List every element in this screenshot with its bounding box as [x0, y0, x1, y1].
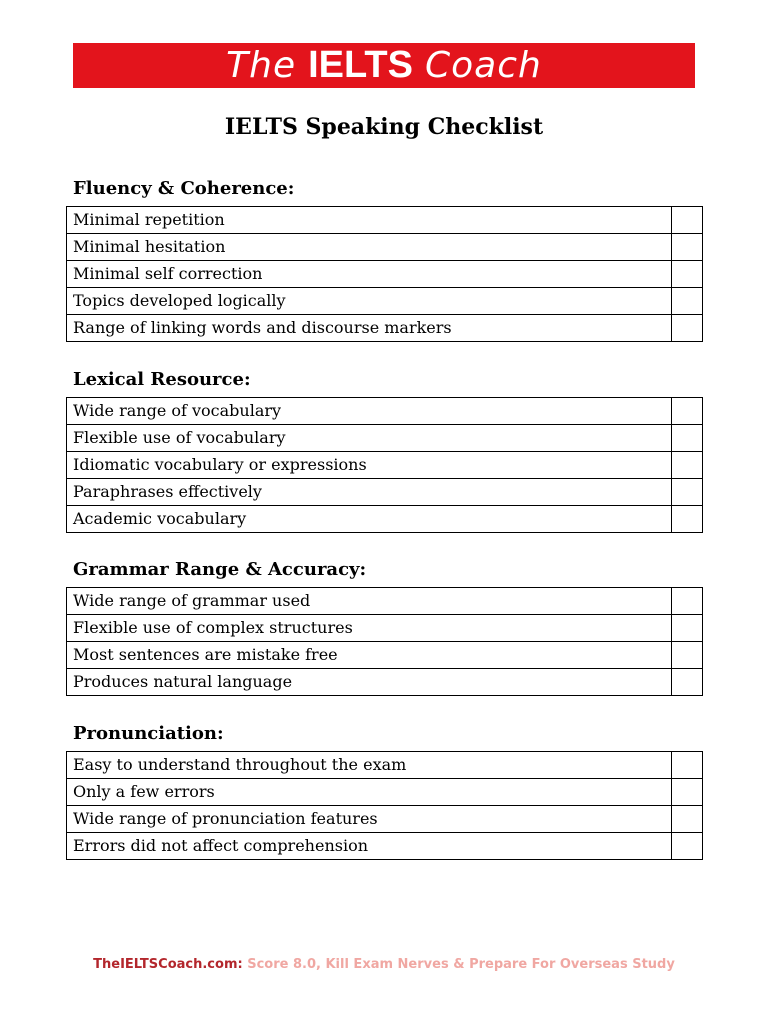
checklist-table	[66, 587, 703, 696]
section-heading: Grammar Range & Accuracy:	[73, 559, 367, 580]
checkbox-cell[interactable]	[672, 234, 703, 261]
table-row	[67, 261, 703, 288]
checkbox-cell[interactable]	[672, 615, 703, 642]
section-heading: Fluency & Coherence:	[73, 178, 295, 199]
checkbox-cell[interactable]	[672, 207, 703, 234]
checkbox-cell[interactable]	[672, 452, 703, 479]
table-row	[67, 779, 703, 806]
item-label: Only a few errors	[67, 779, 672, 806]
checkbox-cell[interactable]	[672, 398, 703, 425]
table-row	[67, 806, 703, 833]
checkbox-cell[interactable]	[672, 752, 703, 779]
item-label: Flexible use of complex structures	[67, 615, 672, 642]
checkbox-cell[interactable]	[672, 669, 703, 696]
section-grammar-range-accuracy	[66, 559, 703, 696]
checklist-table	[66, 751, 703, 860]
section-pronunciation	[66, 723, 703, 860]
item-label: Easy to understand throughout the exam	[67, 752, 672, 779]
checkbox-cell[interactable]	[672, 479, 703, 506]
table-row	[67, 642, 703, 669]
table-row	[67, 833, 703, 860]
checkbox-cell[interactable]	[672, 288, 703, 315]
item-label: Produces natural language	[67, 669, 672, 696]
item-label: Wide range of vocabulary	[67, 398, 672, 425]
table-row	[67, 669, 703, 696]
page-footer	[0, 957, 768, 972]
table-row	[67, 452, 703, 479]
checkbox-cell[interactable]	[672, 833, 703, 860]
table-row	[67, 588, 703, 615]
item-label: Minimal hesitation	[67, 234, 672, 261]
checkbox-cell[interactable]	[672, 779, 703, 806]
item-label: Paraphrases effectively	[67, 479, 672, 506]
banner-word-the: The	[226, 45, 297, 86]
table-row	[67, 479, 703, 506]
footer-tagline: Score 8.0, Kill Exam Nerves & Prepare For Overseas Study	[247, 957, 675, 972]
checkbox-cell[interactable]	[672, 261, 703, 288]
section-heading: Lexical Resource:	[73, 369, 251, 390]
checkbox-cell[interactable]	[672, 642, 703, 669]
item-label: Flexible use of vocabulary	[67, 425, 672, 452]
footer-brand-link[interactable]: TheIELTSCoach.com:	[93, 957, 243, 972]
item-label: Wide range of grammar used	[67, 588, 672, 615]
table-row	[67, 207, 703, 234]
page-title: IELTS Speaking Checklist	[224, 114, 544, 140]
checkbox-cell[interactable]	[672, 806, 703, 833]
checkbox-cell[interactable]	[672, 588, 703, 615]
checklist-table	[66, 397, 703, 533]
banner-word-ielts: IELTS	[308, 44, 413, 86]
section-lexical-resource	[66, 369, 703, 533]
table-row	[67, 425, 703, 452]
table-row	[67, 506, 703, 533]
table-row	[67, 752, 703, 779]
item-label: Idiomatic vocabulary or expressions	[67, 452, 672, 479]
item-label: Range of linking words and discourse markers	[67, 315, 672, 342]
item-label: Errors did not affect comprehension	[67, 833, 672, 860]
checkbox-cell[interactable]	[672, 425, 703, 452]
item-label: Topics developed logically	[67, 288, 672, 315]
item-label: Most sentences are mistake free	[67, 642, 672, 669]
item-label: Minimal repetition	[67, 207, 672, 234]
item-label: Minimal self correction	[67, 261, 672, 288]
brand-banner	[73, 43, 695, 88]
table-row	[67, 615, 703, 642]
section-fluency-coherence	[66, 178, 703, 342]
item-label: Academic vocabulary	[67, 506, 672, 533]
checklist-table	[66, 206, 703, 342]
item-label: Wide range of pronunciation features	[67, 806, 672, 833]
table-row	[67, 234, 703, 261]
banner-word-coach: Coach	[424, 45, 542, 86]
section-heading: Pronunciation:	[73, 723, 224, 744]
table-row	[67, 315, 703, 342]
checkbox-cell[interactable]	[672, 506, 703, 533]
table-row	[67, 288, 703, 315]
checkbox-cell[interactable]	[672, 315, 703, 342]
table-row	[67, 398, 703, 425]
